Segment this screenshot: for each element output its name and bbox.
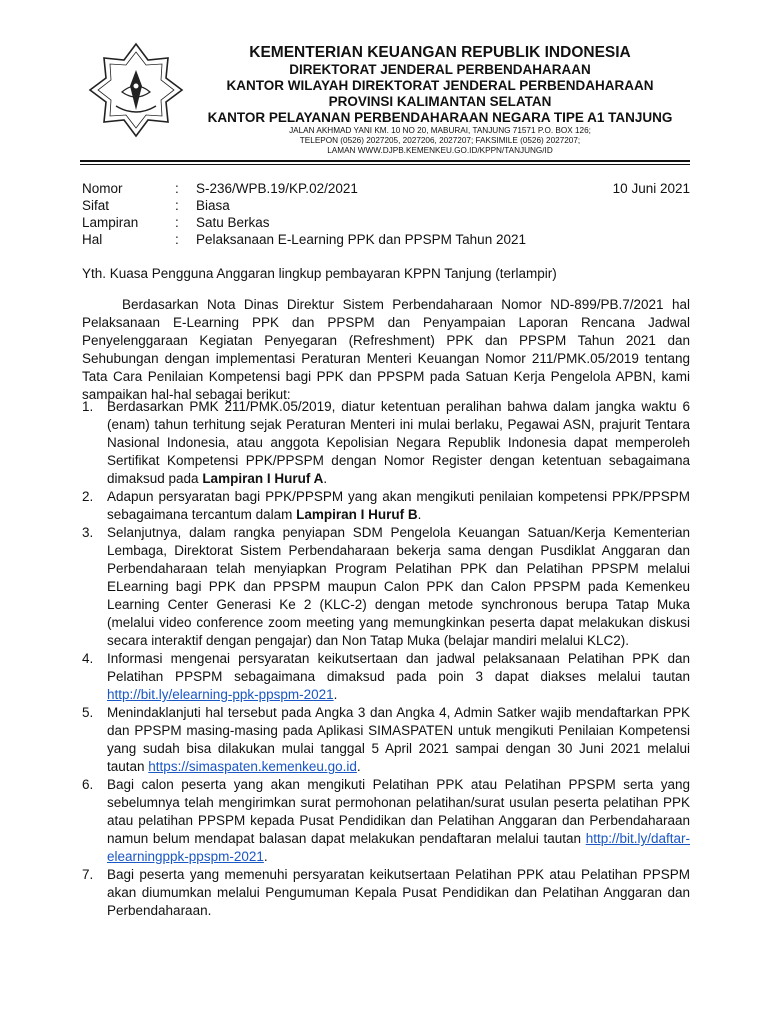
item-number: 7. (82, 867, 94, 882)
list-item (82, 650, 690, 704)
meta-row-sifat (82, 197, 692, 214)
item-text: Selanjutnya, dalam rangka penyiapan SDM Pengelola Keuangan Satuan/Kerja Kementerian Lembaga, Direktorat Sistem Perbendaharaan bekerja sama dengan Pusdiklat Anggaran dan Perbendaharaan telah menyiapkan Program Pelatihan PPK dan Pelatihan PPSPM melalui ELearning bagi PPK dan PPSPM maupun Calon PPK dan Calon PPSPM pada Kemenkeu Learning Center Generasi Ke 2 (KLC-2) dengan metode synchronous berupa Tatap Muka (melalui video conference zoom meeting yang memungkinkan peserta dapat melakukan diskusi secara interaktif dengan pengajar) dan Non Tatap Muka (belajar mandiri melalui KLC2). (107, 525, 690, 648)
letterhead-divider-thin (80, 164, 690, 165)
numbered-list (82, 398, 690, 920)
address-line-2: TELEPON (0526) 2027205, 2027206, 2027207; FAKSIMILE (0526) 2027207; (299, 136, 581, 145)
meta-value: S-236/WPB.19/KP.02/2021 (196, 181, 358, 196)
item-tail: . (333, 687, 338, 702)
addressee: Yth. Kuasa Pengguna Anggaran lingkup pembayaran KPPN Tanjung (terlampir) (82, 266, 557, 281)
item-bold-ref: Lampiran I Huruf B (296, 507, 418, 522)
registration-link[interactable]: http://bit.ly/daftar-elearningppk-ppspm-2021 (107, 831, 690, 864)
meta-label: Lampiran (82, 215, 139, 230)
letterhead-line-1: DIREKTORAT JENDERAL PERBENDAHARAAN (289, 62, 591, 77)
address-line-1: JALAN AKHMAD YANI KM. 10 NO 20, MABURAI, TANJUNG 71571 P.O. BOX 126; (289, 126, 591, 135)
item-number: 3. (82, 525, 94, 540)
letterhead (190, 44, 690, 156)
meta-value: Satu Berkas (196, 215, 270, 230)
item-text: Bagi peserta yang memenuhi persyaratan keikutsertaan Pelatihan PPK atau Pelatihan PPSPM akan diumumkan melalui Pengumuman Kepala Pusat Pendidikan dan Pelatihan Anggaran dan Perbendaharaan. (107, 867, 690, 918)
letter-meta (82, 180, 692, 248)
item-tail: . (417, 507, 422, 522)
meta-value: Biasa (196, 198, 230, 213)
letter-date: 10 Juni 2021 (612, 181, 690, 196)
list-item (82, 488, 690, 524)
item-number: 2. (82, 489, 94, 504)
list-item (82, 866, 690, 920)
address-line-3: LAMAN WWW.DJPB.KEMENKEU.GO.ID/KPPN/TANJUNG/ID (327, 146, 553, 155)
list-item (82, 776, 690, 866)
meta-row-nomor (82, 180, 692, 197)
intro-paragraph: Berdasarkan Nota Dinas Direktur Sistem Perbendaharaan Nomor ND-899/PB.7/2021 hal Pelaksanaan E-Learning PPK dan PPSPM dan Penyampaian Laporan Rencana Jadwal Penyelenggaraan Kegiatan Penyegaran (Refreshment) PPK dan PPSPM Tahun 2021 dan Sehubungan dengan implementasi Peraturan Menteri Keuangan Nomor 211/PMK.05/2019 tentang Tata Cara Penilaian Kompetensi bagi PPK dan PPSPM pada Satuan Kerja Pengelola APBN, kami sampaikan hal-hal sebagai berikut: (82, 297, 690, 402)
ministry-logo (86, 40, 186, 140)
meta-colon: : (175, 232, 179, 247)
simaspaten-link[interactable]: https://simaspaten.kemenkeu.go.id (148, 759, 357, 774)
item-text: Berdasarkan PMK 211/PMK.05/2019, diatur ketentuan peralihan bahwa dalam jangka waktu 6 (enam) tahun terhitung sejak Peraturan Menteri ini mulai berlaku, Pegawai ASN, prajurit Tentara Nasional Indonesia, atau anggota Kepolisian Negara Republik Indonesia dapat memperoleh Sertifikat Kompetensi PPK/PPSPM dengan Nomor Register dengan ketentuan sebagaimana dimaksud pada (107, 399, 690, 486)
item-tail: . (263, 849, 268, 864)
item-number: 6. (82, 777, 94, 792)
item-number: 4. (82, 651, 94, 666)
meta-colon: : (175, 215, 179, 230)
meta-value: Pelaksanaan E-Learning PPK dan PPSPM Tahun 2021 (196, 232, 526, 247)
ministry-title: KEMENTERIAN KEUANGAN REPUBLIK INDONESIA (249, 44, 631, 61)
meta-label: Hal (82, 232, 103, 247)
meta-row-hal (82, 231, 692, 248)
list-item (82, 704, 690, 776)
item-number: 1. (82, 399, 94, 414)
meta-label: Sifat (82, 198, 110, 213)
item-text: Informasi mengenai persyaratan keikutsertaan dan jadwal pelaksanaan Pelatihan PPK dan Pelatihan PPSPM sebagaimana dimaksud pada poin 3 dapat diakses melalui tautan (107, 651, 690, 684)
item-tail: . (356, 759, 361, 774)
item-number: 5. (82, 705, 94, 720)
item-tail: . (323, 471, 328, 486)
letterhead-line-2: KANTOR WILAYAH DIREKTORAT JENDERAL PERBENDAHARAAN (226, 78, 654, 93)
item-text: Menindaklanjuti hal tersebut pada Angka 3 dan Angka 4, Admin Satker wajib mendaftarkan PPK dan PPSPM masing-masing pada Aplikasi SIMASPATEN untuk mengikuti Penilaian Kompetensi yang sudah bisa dilakukan mulai tanggal 5 April 2021 sampai dengan 30 Juni 2021 melalui tautan (107, 705, 690, 774)
meta-label: Nomor (82, 181, 123, 196)
meta-row-lampiran (82, 214, 692, 231)
item-bold-ref: Lampiran I Huruf A (202, 471, 324, 486)
list-item (82, 398, 690, 488)
list-item (82, 524, 690, 650)
meta-colon: : (175, 181, 179, 196)
elearning-info-link[interactable]: http://bit.ly/elearning-ppk-ppspm-2021 (107, 687, 334, 702)
letterhead-line-3: PROVINSI KALIMANTAN SELATAN (328, 94, 552, 109)
meta-colon: : (175, 198, 179, 213)
item-text: Bagi calon peserta yang akan mengikuti Pelatihan PPK atau Pelatihan PPSPM serta yang sebelumnya telah mengirimkan surat permohonan pelatihan/surat usulan peserta pelatihan PPK atau pelatihan PPSPM kepada Pusat Pendidikan dan Pelatihan Anggaran dan Perbendaharaan namun belum mendapat balasan dapat melakukan pendaftaran melalui tautan (107, 777, 690, 846)
letterhead-divider-thick (80, 160, 690, 162)
letterhead-line-4: KANTOR PELAYANAN PERBENDAHARAAN NEGARA TIPE A1 TANJUNG (207, 110, 673, 125)
ministry-emblem-icon (86, 40, 186, 140)
item-text: Adapun persyaratan bagi PPK/PPSPM yang akan mengikuti penilaian kompetensi PPK/PPSPM sebagaimana tercantum dalam (107, 489, 690, 522)
